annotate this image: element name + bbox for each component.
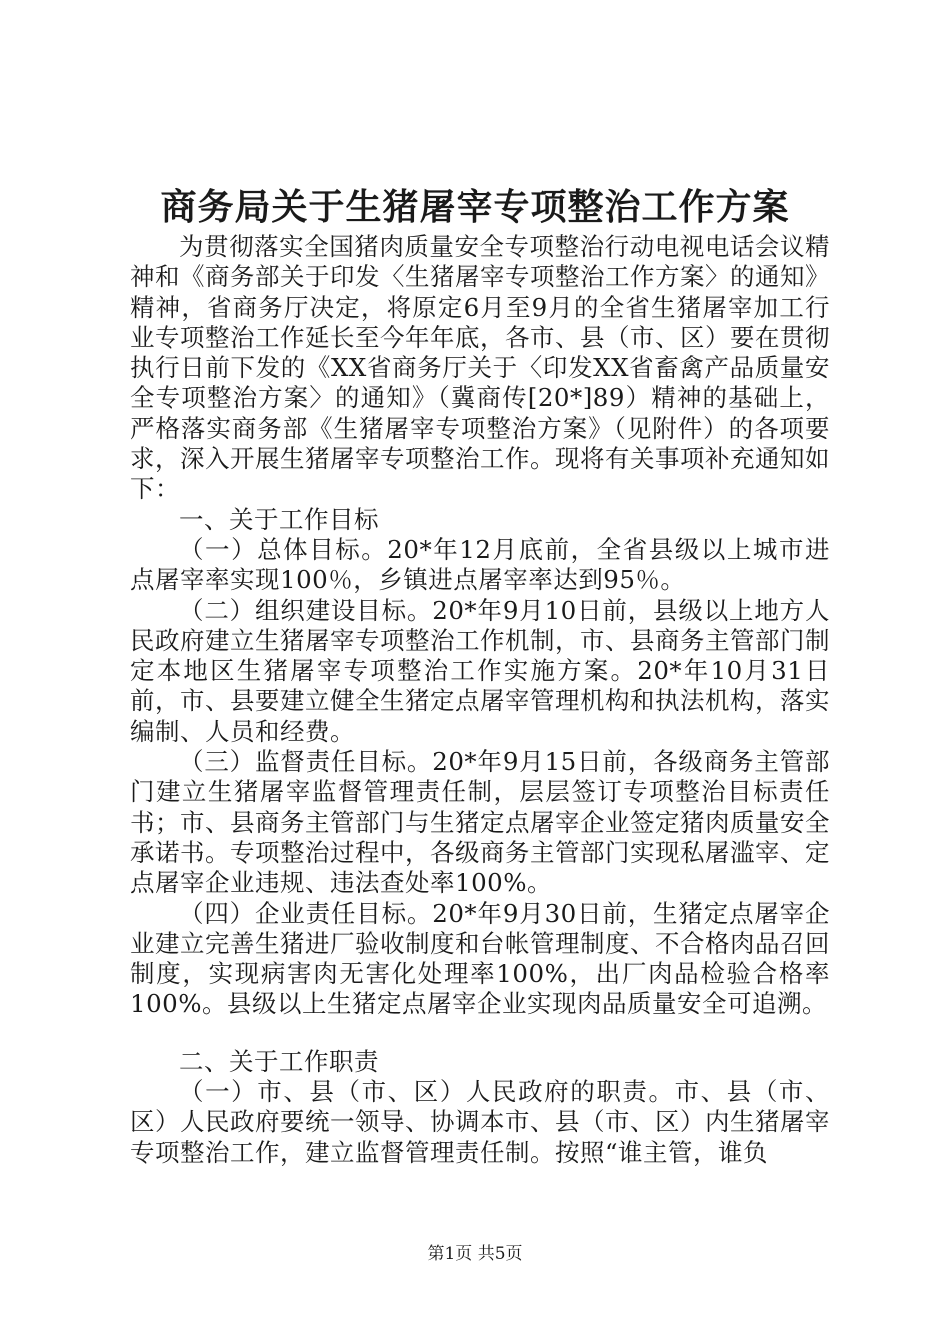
document-title: 商务局关于生猪屠宰专项整治工作方案 — [160, 186, 790, 228]
paragraph-goal-organization: （二）组织建设目标。20*年9月10日前，县级以上地方人民政府建立生猪屠宰专项整治工作机制，市、县商务主管部门制定本地区生猪屠宰专项整治工作实施方案。20*年10月31日前，市、县要建立健全生猪定点屠宰管理机构和执法机构，落实编制、人员和经费。 — [130, 595, 830, 746]
page-number: 第1页 共5页 — [427, 1244, 523, 1264]
intro-paragraph: 为贯彻落实全国猪肉质量安全专项整治行动电视电话会议精神和《商务部关于印发〈生猪屠宰专项整治工作方案〉的通知》精神，省商务厅决定，将原定6月至9月的全省生猪屠宰加工行业专项整治工作延长至今年年底，各市、县（市、区）要在贯彻执行日前下发的《XX省商务厅关于〈印发XX省畜禽产品质量安全专项整治方案〉的通知》（冀商传[20*]89）精神的基础上，严格落实商务部《生猪屠宰专项整治方案》（见附件）的各项要求，深入开展生猪屠宰专项整治工作。现将有关事项补充通知如下： — [130, 232, 830, 504]
section-heading-1: 一、关于工作目标 — [179, 504, 379, 534]
section-heading-2: 二、关于工作职责 — [179, 1046, 379, 1076]
paragraph-goal-supervision: （三）监督责任目标。20*年9月15日前，各级商务主管部门建立生猪屠宰监督管理责任制，层层签订专项整治目标责任书；市、县商务主管部门与生猪定点屠宰企业签定猪肉质量安全承诺书。专项整治过程中，各级商务主管部门实现私屠滥宰、定点屠宰企业违规、违法查处率100%。 — [130, 747, 830, 898]
document-body — [130, 232, 830, 1168]
paragraph-goal-enterprise: （四）企业责任目标。20*年9月30日前，生猪定点屠宰企业建立完善生猪进厂验收制度和台帐管理制度、不合格肉品召回制度，实现病害肉无害化处理率100%，出厂肉品检验合格率100%。县级以上生猪定点屠宰企业实现肉品质量安全可追溯。 — [130, 898, 830, 1019]
paragraph-goal-overall: （一）总体目标。20*年12月底前，全省县级以上城市进点屠宰率实现100％，乡镇进点屠宰率达到95％。 — [130, 534, 830, 595]
paragraph-duty-government: （一）市、县（市、区）人民政府的职责。市、县（市、区）人民政府要统一领导、协调本市、县（市、区）内生猪屠宰专项整治工作，建立监督管理责任制。按照“谁主管，谁负 — [130, 1077, 830, 1167]
